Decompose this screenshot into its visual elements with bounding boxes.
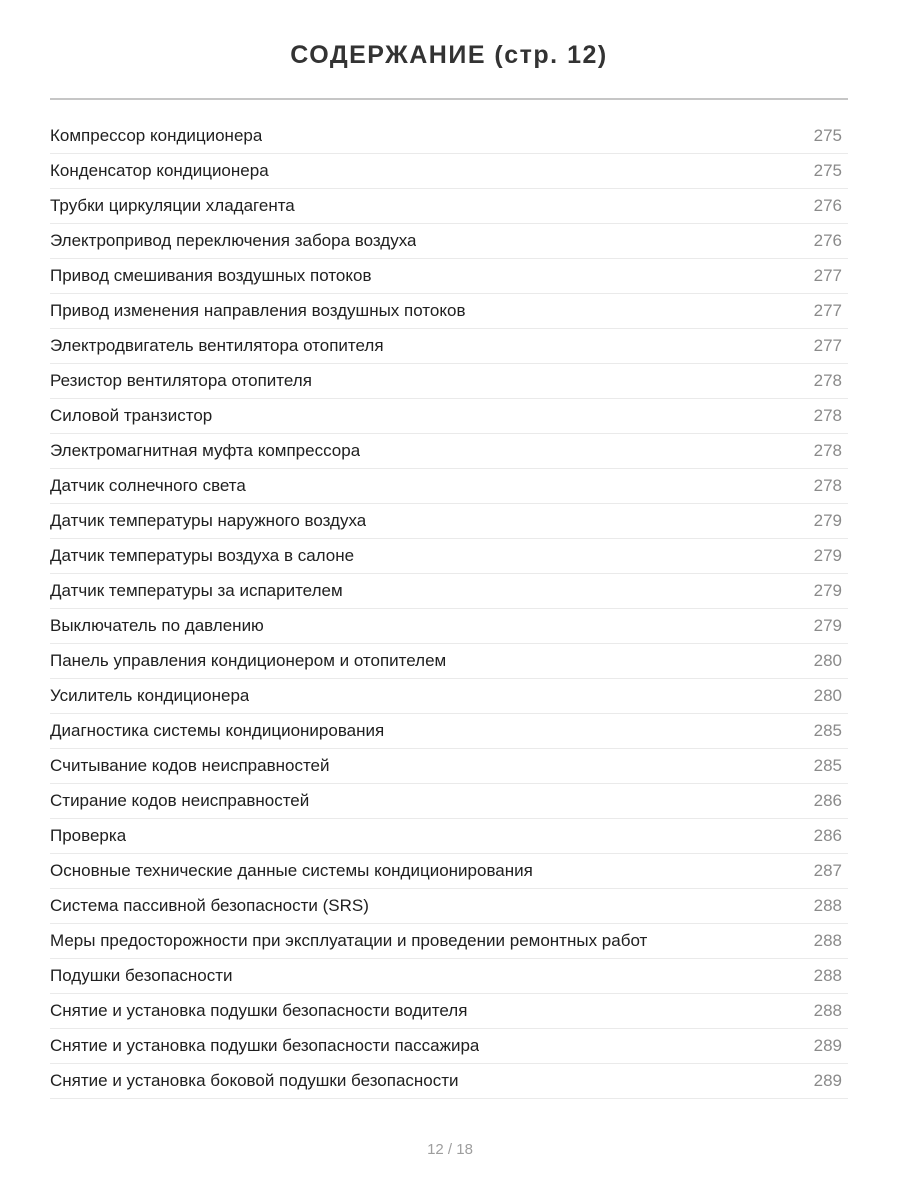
toc-item-page-number: 288: [813, 896, 842, 915]
toc-item-page-number: 286: [813, 826, 842, 845]
toc-item-page-number: 285: [813, 756, 842, 775]
toc-row[interactable]: [50, 714, 848, 749]
toc-item-label: Панель управления кондиционером и отопителем: [50, 651, 447, 670]
toc-item-label: Меры предосторожности при эксплуатации и проведении ремонтных работ: [50, 931, 648, 950]
toc-item-label: Силовой транзистор: [50, 406, 213, 425]
toc-item-label: Система пассивной безопасности (SRS): [50, 896, 369, 915]
toc-item-label: Снятие и установка подушки безопасности пассажира: [50, 1036, 480, 1055]
toc-item-page-number: 285: [813, 721, 842, 740]
toc-item-page-number: 278: [813, 476, 842, 495]
toc-item-page-number: 286: [813, 791, 842, 810]
toc-row[interactable]: [50, 224, 848, 259]
toc-list: [50, 119, 848, 1099]
toc-item-page-number: 289: [813, 1071, 842, 1090]
toc-row[interactable]: [50, 644, 848, 679]
toc-row[interactable]: [50, 469, 848, 504]
toc-item-label: Конденсатор кондиционера: [50, 161, 269, 180]
toc-item-page-number: 275: [813, 161, 842, 180]
page-title: СОДЕРЖАНИЕ (стр. 12): [290, 41, 608, 69]
toc-item-page-number: 278: [813, 371, 842, 390]
toc-item-page-number: 279: [813, 546, 842, 565]
toc-row[interactable]: [50, 679, 848, 714]
toc-item-page-number: 277: [813, 301, 842, 320]
toc-item-page-number: 287: [813, 861, 842, 880]
toc-row[interactable]: [50, 119, 848, 154]
toc-item-label: Выключатель по давлению: [50, 616, 264, 635]
toc-row[interactable]: [50, 364, 848, 399]
toc-item-label: Датчик солнечного света: [50, 476, 246, 495]
toc-row[interactable]: [50, 294, 848, 329]
toc-item-page-number: 279: [813, 616, 842, 635]
toc-row[interactable]: [50, 399, 848, 434]
toc-row[interactable]: [50, 189, 848, 224]
toc-item-page-number: 277: [813, 336, 842, 355]
toc-row[interactable]: [50, 924, 848, 959]
toc-item-label: Снятие и установка боковой подушки безопасности: [50, 1071, 459, 1090]
toc-item-label: Электропривод переключения забора воздуха: [50, 231, 417, 250]
toc-row[interactable]: [50, 784, 848, 819]
toc-item-label: Проверка: [50, 826, 127, 845]
toc-item-page-number: 278: [813, 406, 842, 425]
toc-item-label: Усилитель кондиционера: [50, 686, 250, 705]
toc-item-label: Резистор вентилятора отопителя: [50, 371, 312, 390]
toc-item-label: Электромагнитная муфта компрессора: [50, 441, 361, 460]
header-divider: [50, 98, 848, 100]
toc-item-label: Диагностика системы кондиционирования: [50, 721, 385, 740]
toc-item-page-number: 279: [813, 581, 842, 600]
toc-item-page-number: 277: [813, 266, 842, 285]
toc-item-page-number: 288: [813, 931, 842, 950]
toc-item-page-number: 276: [813, 196, 842, 215]
toc-item-page-number: 279: [813, 511, 842, 530]
toc-row[interactable]: [50, 154, 848, 189]
toc-row[interactable]: [50, 259, 848, 294]
toc-item-label: Датчик температуры за испарителем: [50, 581, 343, 600]
toc-row[interactable]: [50, 329, 848, 364]
toc-item-page-number: 288: [813, 966, 842, 985]
toc-row[interactable]: [50, 749, 848, 784]
toc-item-label: Датчик температуры воздуха в салоне: [50, 546, 355, 565]
toc-item-label: Электродвигатель вентилятора отопителя: [50, 336, 384, 355]
toc-item-label: Датчик температуры наружного воздуха: [50, 511, 367, 530]
toc-item-label: Привод смешивания воздушных потоков: [50, 266, 372, 285]
toc-item-label: Основные технические данные системы кондиционирования: [50, 861, 533, 880]
toc-item-page-number: 289: [813, 1036, 842, 1055]
toc-row[interactable]: [50, 609, 848, 644]
toc-row[interactable]: [50, 539, 848, 574]
toc-item-label: Подушки безопасности: [50, 966, 233, 985]
toc-row[interactable]: [50, 1064, 848, 1099]
toc-row[interactable]: [50, 889, 848, 924]
toc-row[interactable]: [50, 959, 848, 994]
toc-item-page-number: 276: [813, 231, 842, 250]
toc-item-page-number: 280: [813, 651, 842, 670]
page-indicator: 12 / 18: [427, 1141, 473, 1158]
toc-row[interactable]: [50, 504, 848, 539]
toc-item-label: Снятие и установка подушки безопасности водителя: [50, 1001, 468, 1020]
toc-item-label: Стирание кодов неисправностей: [50, 791, 310, 810]
toc-item-page-number: 280: [813, 686, 842, 705]
toc-row[interactable]: [50, 574, 848, 609]
toc-item-label: Считывание кодов неисправностей: [50, 756, 330, 775]
toc-item-label: Привод изменения направления воздушных потоков: [50, 301, 466, 320]
toc-row[interactable]: [50, 1029, 848, 1064]
toc-item-page-number: 278: [813, 441, 842, 460]
toc-item-page-number: 275: [813, 126, 842, 145]
toc-item-page-number: 288: [813, 1001, 842, 1020]
toc-row[interactable]: [50, 434, 848, 469]
toc-row[interactable]: [50, 854, 848, 889]
toc-row[interactable]: [50, 819, 848, 854]
toc-item-label: Трубки циркуляции хладагента: [50, 196, 295, 215]
toc-item-label: Компрессор кондиционера: [50, 126, 263, 145]
toc-row[interactable]: [50, 994, 848, 1029]
